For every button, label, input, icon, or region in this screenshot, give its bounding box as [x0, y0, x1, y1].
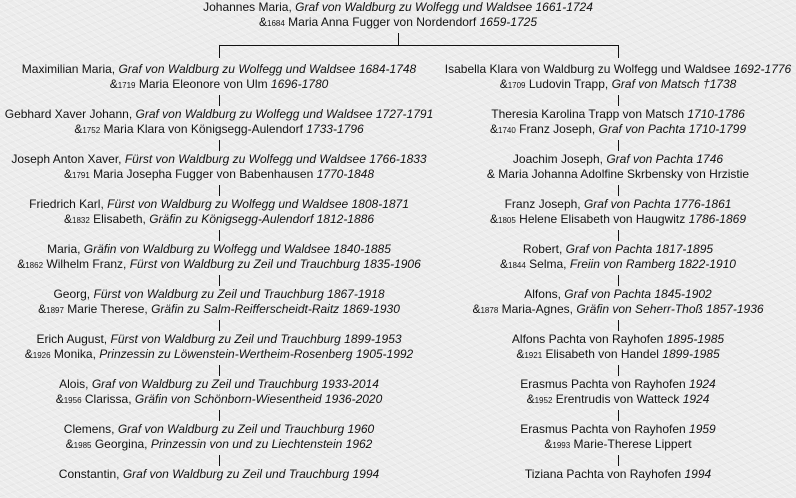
spouse-title: Gräfin von Schönborn-Wiesentheid 1936-2020 — [134, 392, 383, 406]
spouse-name: Erentrudis von Watteck — [555, 392, 680, 406]
descent-connector — [618, 95, 619, 106]
person-line — [491, 107, 745, 122]
person-title: Graf von Pachta 1845-1902 — [564, 287, 712, 301]
person-name: Maximilian Maria, — [21, 62, 116, 76]
spouse-line — [487, 167, 749, 183]
person-title: 1994 — [684, 467, 712, 481]
person-title: 1710-1786 — [687, 107, 745, 121]
spouse-line — [472, 302, 763, 318]
person-name: Tiziana Pachta von Rayhofen — [524, 467, 682, 481]
spouse-name: Maria Johanna Adolfine Skrbensky von Hrzistie — [498, 167, 750, 181]
descent-connector — [219, 455, 220, 466]
marriage-year: 1956 — [63, 396, 82, 405]
person-line — [445, 62, 791, 77]
spouse-title: 1659-1725 — [479, 15, 537, 29]
right-branch-connector — [618, 46, 619, 58]
spouse-name: Maria-Agnes, — [501, 302, 573, 316]
spouse-title: Freiin von Ramberg 1822-1910 — [569, 257, 736, 271]
descent-connector — [618, 140, 619, 151]
marriage-symbol: & — [500, 257, 509, 271]
marriage-symbol: & — [472, 302, 481, 316]
person-line — [524, 287, 711, 302]
spouse-title: Fürst von Waldburg zu Zeil und Trauchburg 1835-1906 — [129, 257, 421, 271]
spouse-line — [74, 122, 363, 138]
person-line — [59, 467, 379, 482]
marriage-symbol: & — [24, 347, 33, 361]
marriage-year: 1897 — [46, 306, 64, 315]
person-title: 1692-1776 — [733, 62, 792, 76]
person-title: Graf von Pachta 1776-1861 — [583, 197, 732, 211]
person-name: Constantin, — [58, 467, 120, 481]
person-title: Graf von Pachta 1817-1895 — [565, 242, 714, 256]
descent-connector — [219, 365, 220, 376]
spouse-name: Monika, — [53, 347, 96, 361]
spouse-line — [527, 392, 710, 408]
descent-connector — [618, 455, 619, 466]
spouse-name: Maria Anna Fugger von Nordendorf — [288, 15, 477, 29]
marriage-symbol: & — [490, 122, 499, 136]
spouse-name: Selma, — [529, 257, 567, 271]
person-title: Graf von Waldburg zu Zeil und Trauchburg 1960 — [117, 422, 375, 436]
marriage-symbol: & — [109, 77, 118, 91]
person-title: 1895-1985 — [666, 332, 725, 346]
root-spouse-line — [259, 15, 537, 31]
marriage-symbol: & — [63, 167, 72, 181]
person-name: Alfons Pachta von Rayhofen — [511, 332, 664, 346]
spouse-line — [66, 437, 373, 453]
person-name: Alois, — [59, 377, 89, 391]
person-line — [64, 422, 374, 437]
spouse-name: Elisabeth, — [93, 212, 146, 226]
descent-connector — [618, 410, 619, 421]
marriage-year: 1993 — [552, 441, 571, 450]
person-title: 1924 — [689, 377, 716, 391]
spouse-line — [17, 257, 421, 273]
spouse-line — [490, 212, 746, 228]
person-line — [53, 287, 384, 302]
person-name: Robert, — [522, 242, 563, 256]
spouse-name: Maria Klara von Königsegg-Aulendorf — [103, 122, 303, 136]
spouse-title: Prinzessin von und zu Liechtenstein 1962 — [150, 437, 373, 451]
person-line — [59, 377, 379, 392]
spouse-title: 1733-1796 — [306, 122, 364, 136]
person-title: Gräfin von Waldburg zu Wolfegg und Waldsee 1840-1885 — [83, 242, 391, 256]
marriage-symbol: & — [55, 392, 64, 406]
marriage-symbol: & — [526, 392, 535, 406]
descent-connector — [618, 185, 619, 196]
spouse-name: Ludovin Trapp, — [528, 77, 609, 91]
person-line — [505, 197, 732, 212]
marriage-year: 1844 — [508, 261, 526, 270]
spouse-line — [25, 347, 413, 363]
person-title: Fürst von Waldburg zu Wolfegg und Waldsee 1808-1871 — [107, 197, 409, 211]
person-line — [22, 62, 416, 77]
descent-connector — [219, 185, 220, 196]
marriage-symbol: & — [17, 257, 26, 271]
person-name: Joachim Joseph, — [512, 152, 603, 166]
person-line — [512, 332, 724, 347]
marriage-symbol: & — [65, 437, 74, 451]
person-title: Graf von Waldburg zu Zeil und Trauchburg 1933-2014 — [91, 377, 379, 391]
descent-connector — [219, 320, 220, 331]
person-title: Graf von Waldburg zu Wolfegg und Waldsee 1661-1724 — [295, 0, 593, 14]
spouse-line — [490, 122, 746, 138]
person-title: Fürst von Waldburg zu Zeil und Trauchburg 1899-1953 — [110, 332, 402, 346]
marriage-year: 1791 — [71, 171, 90, 180]
spouse-name: Maria Eleonore von Ulm — [138, 77, 268, 91]
person-title: Graf von Waldburg zu Wolfegg und Waldsee 1684-1748 — [118, 62, 417, 76]
marriage-year: 1862 — [25, 261, 44, 270]
descent-connector — [219, 230, 220, 241]
spouse-title: 1899-1985 — [662, 347, 720, 361]
spouse-title: Gräfin zu Königsegg-Aulendorf 1812-1886 — [149, 212, 375, 226]
person-line — [520, 422, 715, 437]
spouse-line — [500, 77, 737, 93]
person-name: Maria, — [47, 242, 81, 256]
marriage-year: 1740 — [498, 126, 516, 135]
spouse-title: Gräfin von Seherr-Thoß 1857-1936 — [576, 302, 764, 316]
marriage-symbol: & — [516, 347, 525, 361]
marriage-symbol: & — [544, 437, 553, 451]
person-name: Gebhard Xaver Johann, — [4, 107, 133, 121]
person-line — [520, 377, 715, 392]
person-name: Georg, — [53, 287, 91, 301]
spouse-line — [516, 347, 719, 363]
marriage-year: 1752 — [82, 126, 101, 135]
person-title: Graf von Waldburg zu Wolfegg und Waldsee 1727-1791 — [135, 107, 434, 121]
person-line — [29, 197, 409, 212]
person-line — [513, 152, 723, 167]
person-line — [11, 152, 426, 167]
marriage-year: 1921 — [524, 351, 543, 360]
spouse-title: 1770-1848 — [316, 167, 375, 181]
person-line — [36, 332, 401, 347]
person-title: Fürst von Waldburg zu Zeil und Trauchburg 1867-1918 — [93, 287, 385, 301]
descent-connector — [219, 140, 220, 151]
marriage-year: 1985 — [73, 441, 92, 450]
spouse-name: Marie Therese, — [67, 302, 148, 316]
spouse-line — [64, 212, 374, 228]
spouse-line — [500, 257, 736, 273]
spouse-name: Elisabeth von Handel — [545, 347, 659, 361]
spouse-line — [56, 392, 383, 408]
descent-connector — [618, 230, 619, 241]
spouse-name: Georgina, — [94, 437, 148, 451]
marriage-symbol: & — [38, 302, 47, 316]
spouse-title: Prinzessin zu Löwenstein-Wertheim-Rosenberg 1905-1992 — [99, 347, 414, 361]
marriage-year: 1926 — [32, 351, 51, 360]
marriage-year: 1709 — [507, 81, 526, 90]
marriage-year: 1878 — [480, 306, 499, 315]
spouse-title: Graf von Matsch †1738 — [611, 77, 737, 91]
descent-connector — [618, 320, 619, 331]
spouse-name: Wilhelm Franz, — [46, 257, 127, 271]
descent-connector — [618, 365, 619, 376]
spouse-title: Gräfin zu Salm-Reifferscheidt-Raitz 1869-1930 — [151, 302, 400, 316]
person-title: Graf von Waldburg zu Zeil und Trauchburg 1994 — [122, 467, 380, 481]
descent-connector — [618, 275, 619, 286]
spouse-title: 1924 — [682, 392, 710, 406]
spouse-name: Franz Joseph, — [519, 122, 596, 136]
person-name: Theresia Karolina Trapp von Matsch — [491, 107, 685, 121]
marriage-year: 1805 — [498, 216, 516, 225]
marriage-year: 1952 — [534, 396, 553, 405]
person-line — [523, 242, 713, 257]
person-title: 1959 — [689, 422, 716, 436]
person-line — [5, 107, 434, 122]
person-title: Fürst von Waldburg zu Wolfegg und Waldsee 1766-1833 — [124, 152, 427, 166]
spouse-name: Clarissa, — [84, 392, 132, 406]
spouse-title: 1786-1869 — [688, 212, 746, 226]
person-name: Erich August, — [36, 332, 108, 346]
spouse-name: Marie-Therese Lippert — [573, 437, 692, 451]
person-name: Joseph Anton Xaver, — [11, 152, 122, 166]
person-line — [525, 467, 711, 482]
descent-connector — [219, 95, 220, 106]
left-branch-connector — [219, 46, 220, 58]
root-name-line — [203, 0, 593, 15]
spouse-line — [38, 302, 400, 318]
marriage-symbol: & — [259, 15, 268, 29]
person-name: Erasmus Pachta von Rayhofen — [520, 422, 686, 436]
spouse-line — [64, 167, 374, 183]
person-name: Alfons, — [524, 287, 561, 301]
spouse-name: Helene Elisabeth von Haugwitz — [519, 212, 686, 226]
marriage-year: 1719 — [117, 81, 136, 90]
person-name: Erasmus Pachta von Rayhofen — [520, 377, 686, 391]
person-name: Isabella Klara von Waldburg zu Wolfegg und Waldsee — [444, 62, 731, 76]
branch-connector — [219, 45, 619, 46]
person-title: Graf von Pachta 1746 — [606, 152, 724, 166]
root-connector — [398, 33, 399, 45]
marriage-symbol: & — [499, 77, 508, 91]
descent-connector — [219, 410, 220, 421]
person-name: Franz Joseph, — [504, 197, 581, 211]
marriage-year: 1832 — [72, 216, 90, 225]
spouse-line — [544, 437, 691, 453]
person-name: Johannes Maria, — [203, 0, 292, 14]
spouse-name: Maria Josepha Fugger von Babenhausen — [93, 167, 314, 181]
marriage-symbol: & — [486, 167, 495, 181]
spouse-title: Graf von Pachta 1710-1799 — [598, 122, 746, 136]
marriage-symbol: & — [74, 122, 83, 136]
marriage-symbol: & — [63, 212, 72, 226]
marriage-year: 1684 — [267, 19, 285, 28]
descent-connector — [219, 275, 220, 286]
person-line — [47, 242, 391, 257]
person-name: Friedrich Karl, — [29, 197, 104, 211]
marriage-symbol: & — [490, 212, 499, 226]
spouse-title: 1696-1780 — [270, 77, 329, 91]
spouse-line — [110, 77, 329, 93]
person-name: Clemens, — [63, 422, 115, 436]
